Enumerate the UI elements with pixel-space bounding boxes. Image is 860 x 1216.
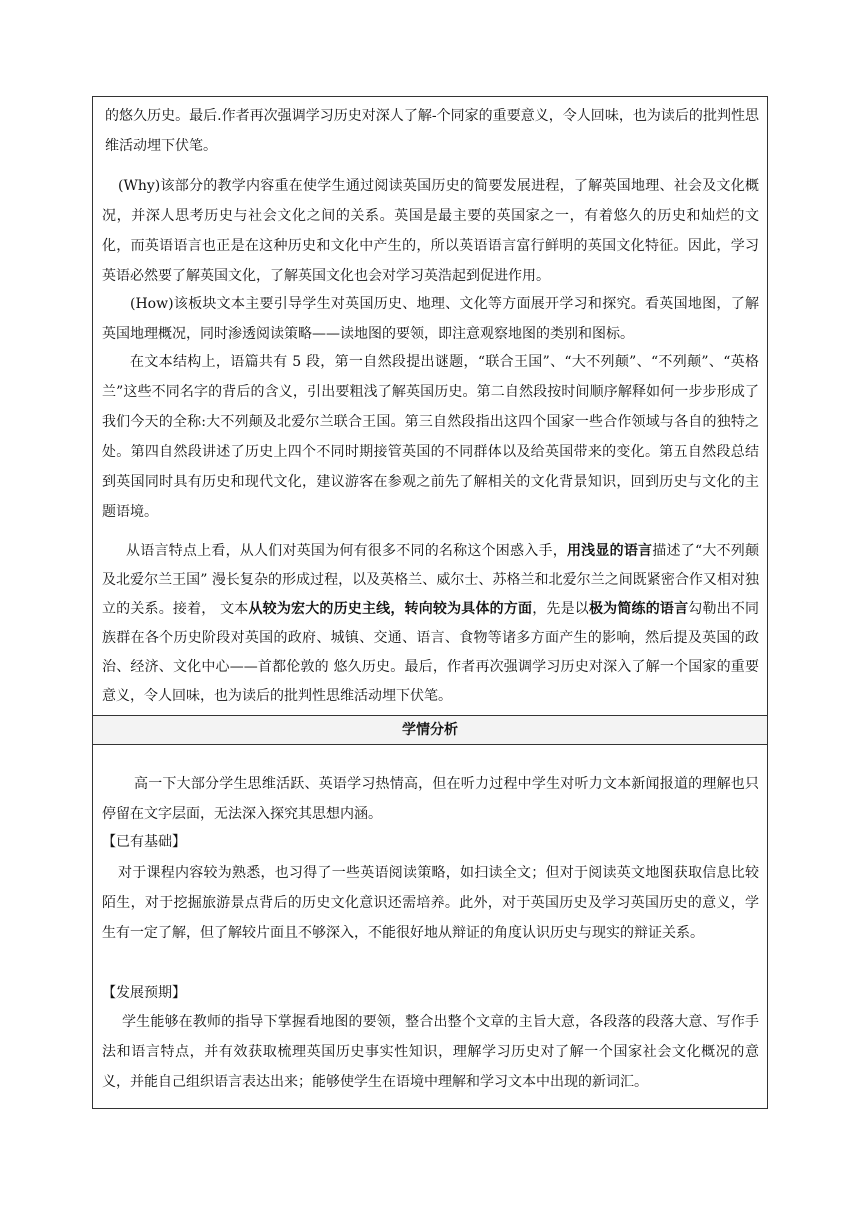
continuation-paragraph: 的悠久历史。最后.作者再次强调学习历史对深人了解-个同家的重要意义，令人回味，也为读后的批判性思维活动埋下伏笔。 bbox=[105, 108, 759, 154]
language-bold-3: 极为简练的语言 bbox=[588, 601, 689, 617]
structure-paragraph: 在文本结构上，语篇共有 5 段，第一自然段提出谜题，“联合王国”、“大不列颠”、“不列颠”、“英格兰”这些不同名字的背后的含义，引出要粗浅了解英国历史。第二自然段按时间顺序解释如何一步步形成了我们今天的全称:大不列颠及北爱尔兰联合王国。第三自然段指出这四个国家一些合作领域与各自的独特之处。第四自然段讲述了历史上四个不同时期接管英国的不同群体以及给英国带来的变化。第五自然段总结到英国同时具有历史和现代文化，建议游客在参观之前先了解相关的文化背景知识，回到历史与文化的主题语境。 bbox=[102, 354, 759, 520]
text-analysis-cell bbox=[93, 97, 767, 715]
existing-basis-heading: 【已有基础】 bbox=[102, 834, 186, 850]
existing-basis-paragraph: 对于课程内容较为熟悉，也习得了一些英语阅读策略，如扫读全文；但对于阅读英文地图获取信息比较陌生，对于挖掘旅游景点背后的历史文化意识还需培养。此外，对于英国历史及学习英国历史的意义，学生有一定了解，但了解较片面且不够深入，不能很好地从辩证的角度认识历史与现实的辩证关系。 bbox=[102, 865, 759, 941]
how-paragraph: (How)该板块文本主要引导学生对英国历史、地理、文化等方面展开学习和探究。看英国地图，了解英国地理概况，同时渗透阅读策略——读地图的要领，即注意观察地图的类别和图标。 bbox=[102, 296, 759, 342]
language-paragraph bbox=[102, 537, 759, 711]
situation-paragraph: 高一下大部分学生思维活跃、英语学习热情高，但在听力过程中学生对听力文本新闻报道的理解也只停留在文字层面，无法深入探究其思想内涵。 bbox=[102, 776, 759, 822]
expected-development-heading: 【发展预期】 bbox=[102, 985, 186, 1001]
language-text-3: ，先是以 bbox=[532, 601, 589, 617]
language-bold-2: 从较为宏大的历史主线，转向较为具体的方面 bbox=[248, 601, 533, 617]
why-paragraph: (Why)该部分的教学内容重在使学生通过阅读英国历史的简要发展进程，了解英国地理、社会及文化概况，并深人思考历史与社会文化之间的关系。英国是最主要的英国家之一，有着悠久的历史和灿烂的文化，而英语语言也正是在这种历史和文化中产生的，所以英语语言富行鲜明的英国文化特征。因此，学习英语必然要了解英国文化，了解英国文化也会对学习英浩起到促进作用。 bbox=[102, 178, 759, 284]
student-analysis-cell bbox=[93, 745, 767, 1108]
language-text-4: 勾勒出不同族群在各个历史阶段对英国的政府、城镇、交通、语言、食物等诸多方面产生的影响，然后提及英国的政治、经济、文化中心——首都伦敦的 悠久历史。最后，作者再次强调学习历史对深入了解一个国家的重要意义，令人回味，也为读后的批判性思维活动埋下伏笔。 bbox=[102, 601, 760, 704]
expected-development-paragraph: 学生能够在教师的指导下掌握看地图的要领，整合出整个文章的主旨大意，各段落的段落大意、写作手法和语言特点，并有效获取梳理英国历史事实性知识，理解学习历史对了解一个国家社会文化概况的意义，并能自己组织语言表达出来；能够使学生在语境中理解和学习文本中出现的新词汇。 bbox=[102, 1014, 759, 1090]
language-text-2: 描述了“大不列颠及北爱尔兰王国” 漫长复杂的形成过程，以及英格兰、威尔士、苏格兰和北爱尔兰之间既紧密合作又相对独立的关系。接着， 文本 bbox=[102, 543, 760, 617]
language-text-1: 从语言特点上看，从人们对英国为何有很多不同的名称这个困惑入手， bbox=[126, 543, 567, 559]
lesson-plan-table bbox=[92, 96, 768, 1109]
language-bold-1: 用浅显的语言 bbox=[566, 543, 653, 559]
section-header: 学情分析 bbox=[93, 715, 767, 745]
